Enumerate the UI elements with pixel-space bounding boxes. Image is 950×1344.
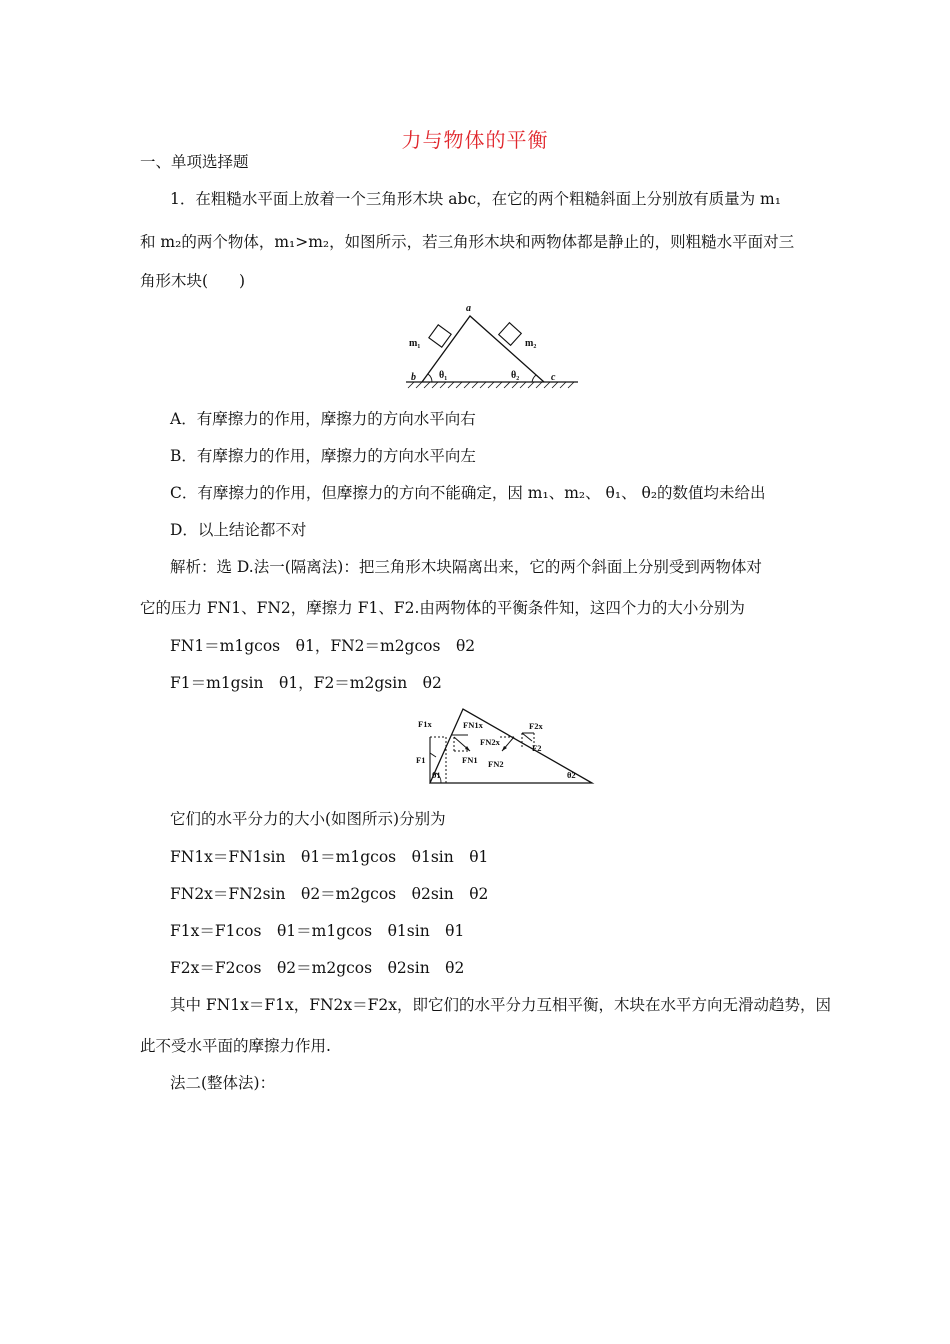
label-f2x: F2x (529, 721, 543, 731)
analysis-line-3: 它们的水平分力的大小(如图所示)分别为 (170, 810, 446, 828)
label-f1: F1 (416, 755, 426, 765)
page-title: 力与物体的平衡 (401, 128, 549, 152)
analysis-eq-4: FN2x＝FN2sin θ2＝m2gcos θ2sin θ2 (170, 885, 489, 903)
label-theta2: θ₂ (511, 370, 520, 381)
analysis-line-5: 此不受水平面的摩擦力作用. (140, 1037, 331, 1055)
label-theta2: θ2 (567, 770, 576, 780)
option-b: B．有摩擦力的作用，摩擦力的方向水平向左 (170, 447, 476, 465)
block-m2 (499, 323, 522, 346)
label-f2: F2 (532, 743, 542, 753)
analysis-line-1: 解析：选 D.法一(隔离法)：把三角形木块隔离出来，它的两个斜面上分别受到两物体对 (170, 558, 762, 576)
label-theta1: θ₁ (439, 370, 448, 381)
analysis-line-2: 它的压力 FN1、FN2，摩擦力 F1、F2.由两物体的平衡条件知，这四个力的大小分别为 (140, 599, 745, 617)
option-d: D．以上结论都不对 (170, 521, 307, 539)
question-line-1: 1．在粗糙水平面上放着一个三角形木块 abc，在它的两个粗糙斜面上分别放有质量为 m₁ (170, 190, 781, 208)
analysis-line-6: 法二(整体法)： (170, 1074, 276, 1092)
section-heading: 一、单项选择题 (140, 153, 249, 171)
analysis-eq-6: F2x＝F2cos θ2＝m2gcos θ2sin θ2 (170, 959, 465, 977)
figure-force-decomposition (410, 707, 600, 787)
label-fn2: FN2 (488, 759, 504, 769)
analysis-eq-1: FN1＝m1gcos θ1，FN2＝m2gcos θ2 (170, 637, 476, 655)
label-fn2x: FN2x (480, 737, 500, 747)
label-fn1x: FN1x (463, 720, 483, 730)
figure-triangle-blocks (392, 300, 592, 400)
label-b: b (411, 372, 416, 383)
block-m1 (429, 325, 451, 347)
label-c: c (551, 372, 556, 383)
label-m2: m₂ (525, 338, 537, 349)
option-a: A．有摩擦力的作用，摩擦力的方向水平向右 (170, 410, 476, 428)
analysis-line-4: 其中 FN1x＝F1x，FN2x＝F2x，即它们的水平分力互相平衡，木块在水平方向无滑动趋势，因 (170, 996, 831, 1014)
label-m1: m₁ (409, 338, 421, 349)
label-fn1: FN1 (462, 755, 478, 765)
question-line-3: 角形木块( ) (140, 272, 246, 290)
analysis-eq-3: FN1x＝FN1sin θ1＝m1gcos θ1sin θ1 (170, 848, 489, 866)
label-a: a (466, 303, 471, 314)
label-theta1: θ1 (432, 770, 441, 780)
question-line-2: 和 m₂的两个物体，m₁>m₂，如图所示，若三角形木块和两物体都是静止的，则粗糙水平面对三 (140, 233, 795, 251)
option-c: C．有摩擦力的作用，但摩擦力的方向不能确定，因 m₁、m₂、 θ₁、 θ₂的数值均未给出 (170, 484, 766, 502)
analysis-eq-2: F1＝m1gsin θ1，F2＝m2gsin θ2 (170, 674, 442, 692)
analysis-eq-5: F1x＝F1cos θ1＝m1gcos θ1sin θ1 (170, 922, 465, 940)
label-f1x: F1x (418, 719, 432, 729)
